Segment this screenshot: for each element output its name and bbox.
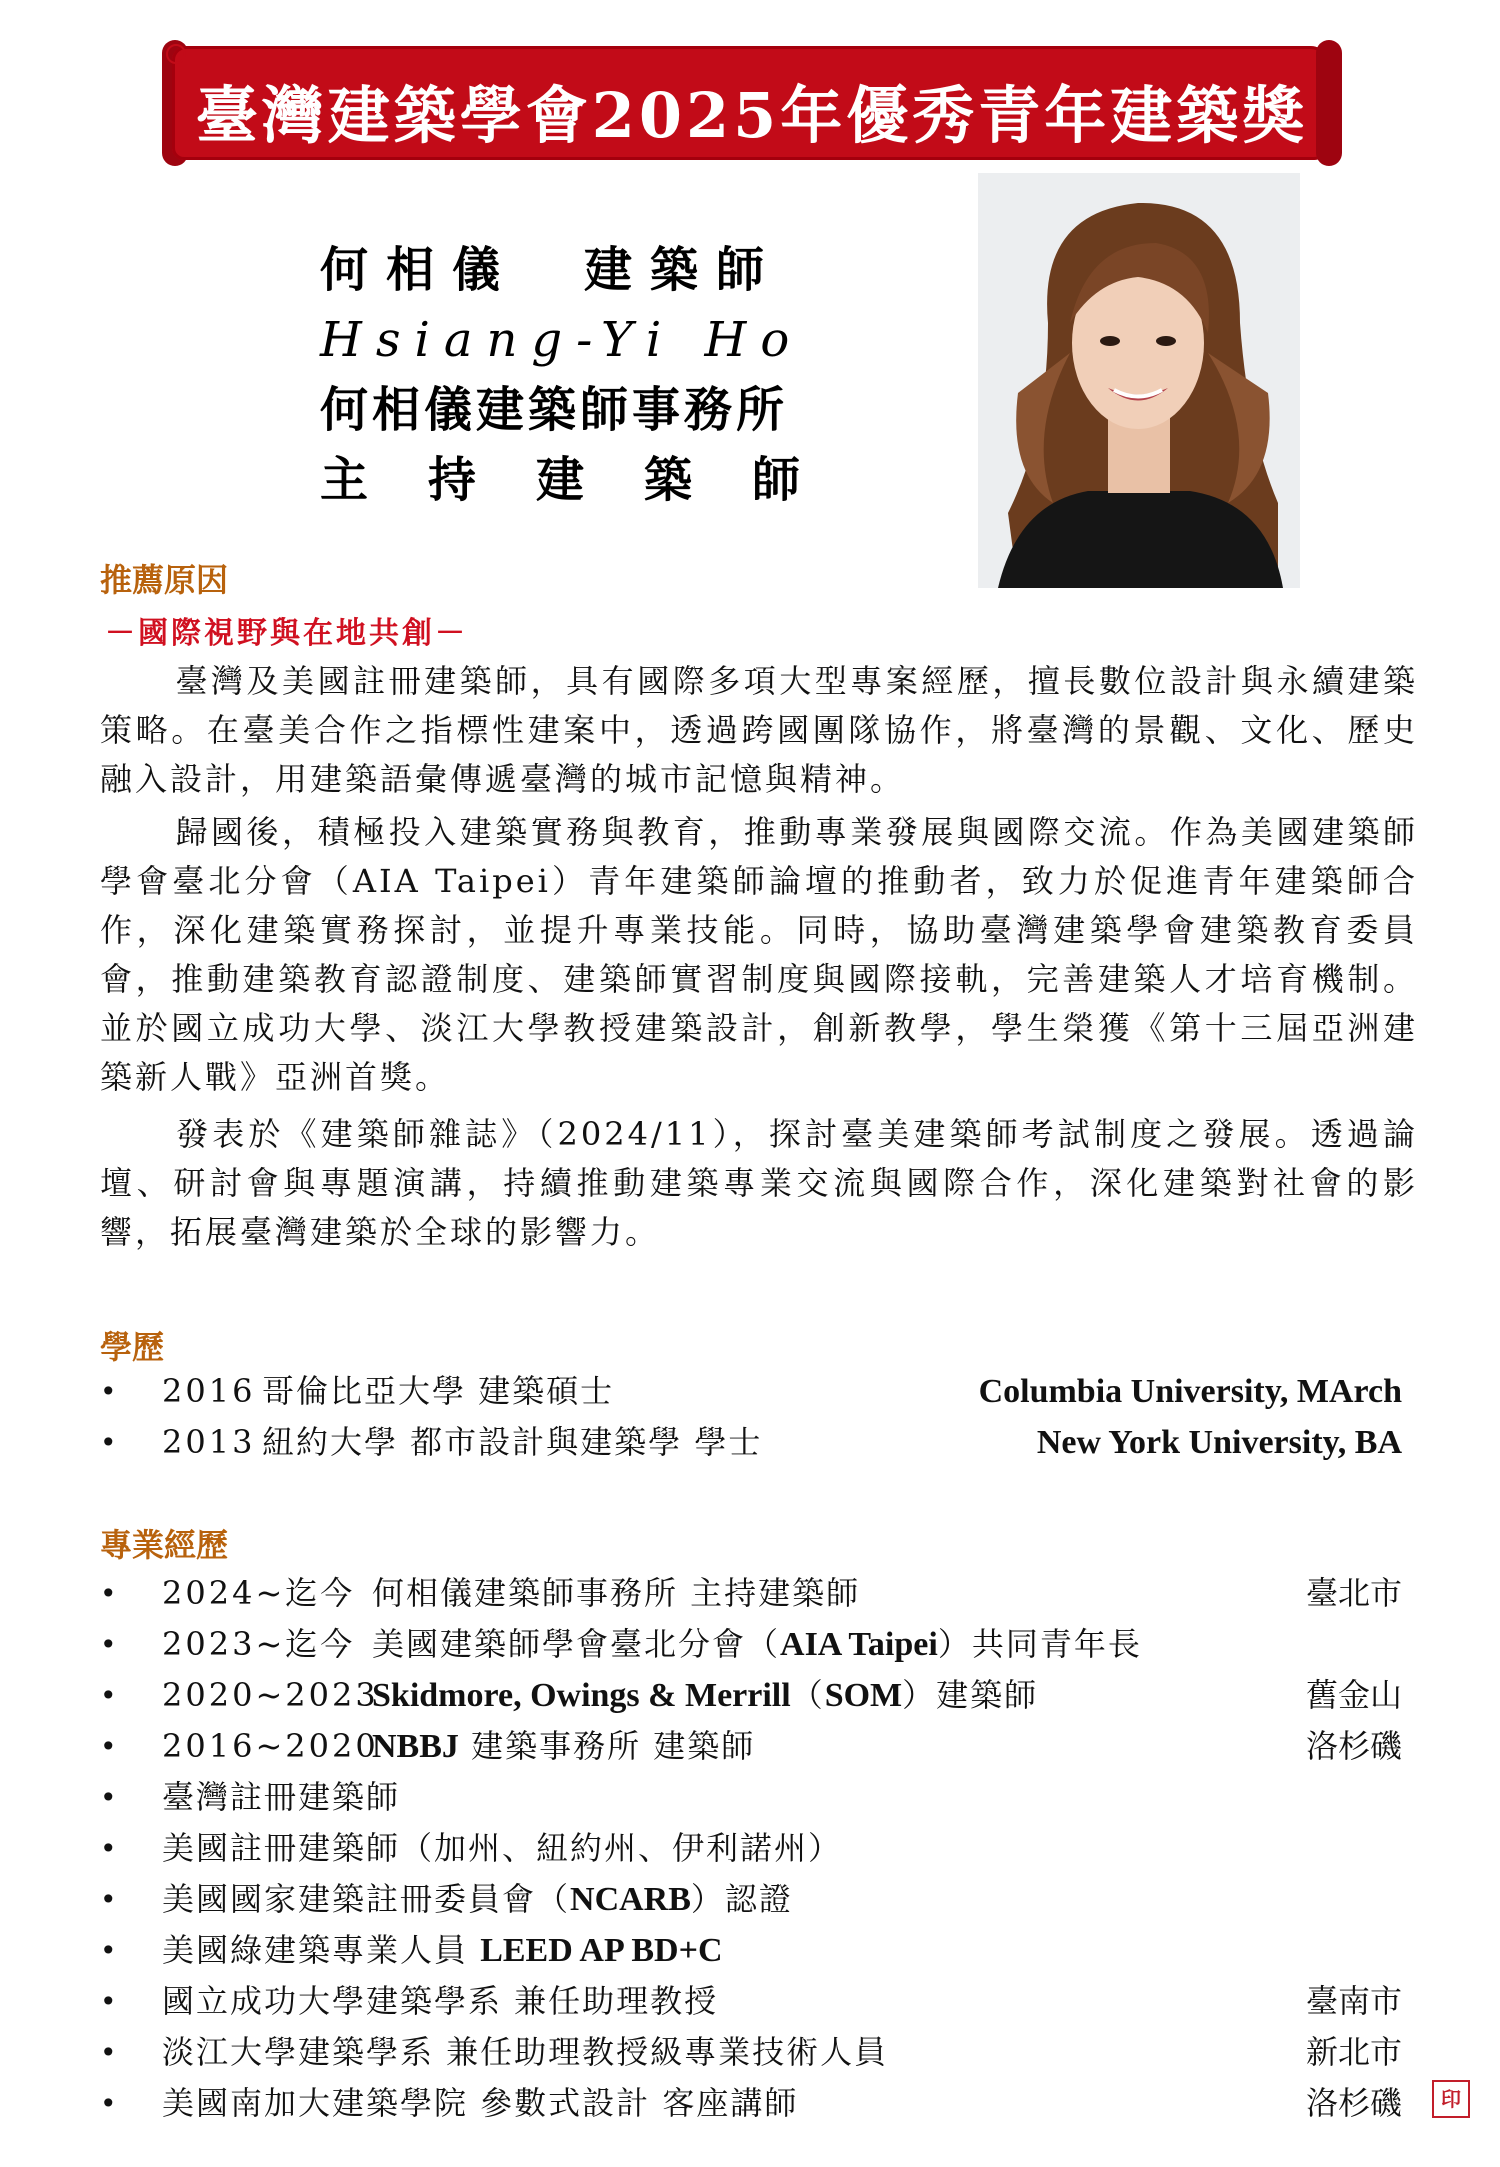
- experience-location: 臺南市: [1305, 1982, 1402, 2020]
- paragraph-1-text: 臺灣及美國註冊建築師，具有國際多項大型專案經歷，擅長數位設計與永續建築策略。在臺美合作之指標性建案中，透過跨國團隊協作，將臺灣的景觀、文化、歷史融入設計，用建築語彙傳遞臺灣的城市記憶與精神。: [100, 662, 1418, 798]
- name-english: Hsiang-Yi Ho: [320, 312, 804, 368]
- experience-item: [100, 1874, 1418, 1925]
- experience-text-en: NBBJ: [372, 1728, 459, 1765]
- experience-text-tail: ）共同青年長: [937, 1625, 1142, 1663]
- experience-text-mid: （: [790, 1676, 825, 1714]
- experience-text-en: LEED AP BD+C: [480, 1932, 723, 1969]
- experience-item-main: [162, 1721, 755, 1772]
- experience-text: 美國國家建築註冊委員會（: [162, 1880, 571, 1918]
- experience-text: 美國綠建築專業人員: [162, 1931, 481, 1969]
- bullet-icon: •: [100, 1577, 117, 1610]
- name-block: [320, 235, 861, 515]
- title-banner: [162, 40, 1342, 166]
- experience-text-tail: 建築事務所 建築師: [458, 1727, 756, 1765]
- experience-text: 淡江大學建築學系 兼任助理教授級專業技術人員: [162, 2033, 889, 2071]
- experience-text: 國立成功大學建築學系 兼任助理教授: [162, 1982, 719, 2020]
- education-item: [100, 1366, 1418, 1417]
- paragraph-1: [100, 657, 1418, 804]
- experience-years: 2020~2023: [162, 1676, 379, 1714]
- bullet-icon: •: [100, 1628, 117, 1661]
- bullet-icon: •: [100, 1679, 117, 1712]
- portrait-illustration: [978, 173, 1300, 588]
- experience-years: 2024~迄今: [162, 1574, 356, 1612]
- experience-item-main: [162, 1670, 1038, 1721]
- experience-item: [100, 1619, 1418, 1670]
- experience-item: [100, 1925, 1418, 1976]
- seal-icon: 印: [1432, 2080, 1470, 2118]
- paragraph-3-text: 發表於《建築師雜誌》（2024/11），探討臺美建築師考試制度之發展。透過論壇、研討會與專題演講，持續推動建築專業交流與國際合作，深化建築對社會的影響，拓展臺灣建築於全球的影響力。: [100, 1115, 1418, 1251]
- bullet-icon: •: [100, 1781, 117, 1814]
- education-item-main: [162, 1417, 762, 1468]
- name-chinese: 何相儀 建築師: [320, 242, 783, 298]
- recommendation-subtitle: －國際視野與在地共創－: [105, 616, 468, 651]
- experience-text-en2: SOM: [824, 1677, 903, 1714]
- experience-text: 臺灣註冊建築師: [162, 1778, 401, 1816]
- experience-location: 洛杉磯: [1305, 2084, 1402, 2122]
- experience-location: 舊金山: [1305, 1676, 1402, 1714]
- experience-text-en: Skidmore, Owings & Merrill: [372, 1677, 791, 1714]
- experience-heading: 專業經歷: [100, 1526, 229, 1564]
- experience-item: [100, 2078, 1418, 2129]
- experience-item-main: [162, 1619, 1142, 1670]
- award-title: 臺灣建築學會2025年優秀青年建築獎: [195, 79, 1309, 152]
- experience-text: 何相儀建築師事務所 主持建築師: [372, 1574, 861, 1612]
- bullet-icon: •: [100, 1985, 117, 2018]
- experience-location: 臺北市: [1305, 1574, 1402, 1612]
- education-heading: 學歷: [100, 1328, 165, 1366]
- experience-text: 美國建築師學會臺北分會（: [372, 1625, 781, 1663]
- experience-text-en: AIA Taipei: [780, 1626, 938, 1663]
- education-year: 2013: [162, 1423, 256, 1461]
- experience-item-main: [162, 1568, 860, 1619]
- experience-item: [100, 1670, 1418, 1721]
- paragraph-2-text: 歸國後，積極投入建築實務與教育，推動專業發展與國際交流。作為美國建築師學會臺北分會（AIA Taipei）青年建築師論壇的推動者，致力於促進青年建築師合作，深化建築實務探討，並提升專業技能。同時，協助臺灣建築學會建築教育委員會，推動建築教育認證制度、建築師實習制度與國際接軌，完善建築人才培育機制。並於國立成功大學、淡江大學教授建築設計，創新教學，學生榮獲《第十三屆亞洲建築新人戰》亞洲首獎。: [100, 813, 1418, 1096]
- education-english: Columbia University, MArch: [978, 1373, 1402, 1410]
- bullet-icon: •: [100, 1883, 117, 1916]
- emblem-icon: [166, 44, 186, 64]
- experience-text-en: NCARB: [570, 1881, 691, 1918]
- experience-item: [100, 2027, 1418, 2078]
- experience-location: 洛杉磯: [1305, 1727, 1402, 1765]
- office-name: 何相儀建築師事務所: [320, 382, 789, 438]
- experience-list: [100, 1568, 1418, 2129]
- portrait-photo: [978, 173, 1300, 588]
- experience-text: 美國南加大建築學院 參數式設計 客座講師: [162, 2084, 799, 2122]
- experience-item-main: [162, 1925, 723, 1976]
- education-item: [100, 1417, 1418, 1468]
- experience-years: 2023~迄今: [162, 1625, 356, 1663]
- experience-item: [100, 1568, 1418, 1619]
- education-english: New York University, BA: [1036, 1424, 1402, 1461]
- bullet-icon: •: [100, 1426, 117, 1459]
- experience-text-tail: ）建築師: [902, 1676, 1039, 1714]
- education-list: [100, 1366, 1418, 1468]
- experience-item-main: [162, 1874, 793, 1925]
- recommendation-heading: 推薦原因: [100, 561, 229, 599]
- experience-text: 美國註冊建築師（加州、紐約州、伊利諾州）: [162, 1829, 843, 1867]
- experience-location: 新北市: [1305, 2033, 1402, 2071]
- education-degree: 哥倫比亞大學 建築碩士: [262, 1372, 615, 1410]
- paragraph-3: [100, 1110, 1418, 1257]
- paragraph-2: [100, 808, 1418, 1102]
- experience-item: [100, 1976, 1418, 2027]
- bullet-icon: •: [100, 1730, 117, 1763]
- education-year: 2016: [162, 1372, 256, 1410]
- bullet-icon: •: [100, 1934, 117, 1967]
- bullet-icon: •: [100, 2036, 117, 2069]
- experience-item: [100, 1721, 1418, 1772]
- bullet-icon: •: [100, 1375, 117, 1408]
- experience-item: [100, 1772, 1418, 1823]
- education-degree: 紐約大學 都市設計與建築學 學士: [262, 1423, 763, 1461]
- education-item-main: [162, 1366, 614, 1417]
- experience-years: 2016~2020: [162, 1727, 379, 1765]
- experience-text-tail: ）認證: [690, 1880, 793, 1918]
- bullet-icon: •: [100, 2087, 117, 2120]
- role-title: 主持建築師: [320, 452, 861, 508]
- bullet-icon: •: [100, 1832, 117, 1865]
- experience-item: [100, 1823, 1418, 1874]
